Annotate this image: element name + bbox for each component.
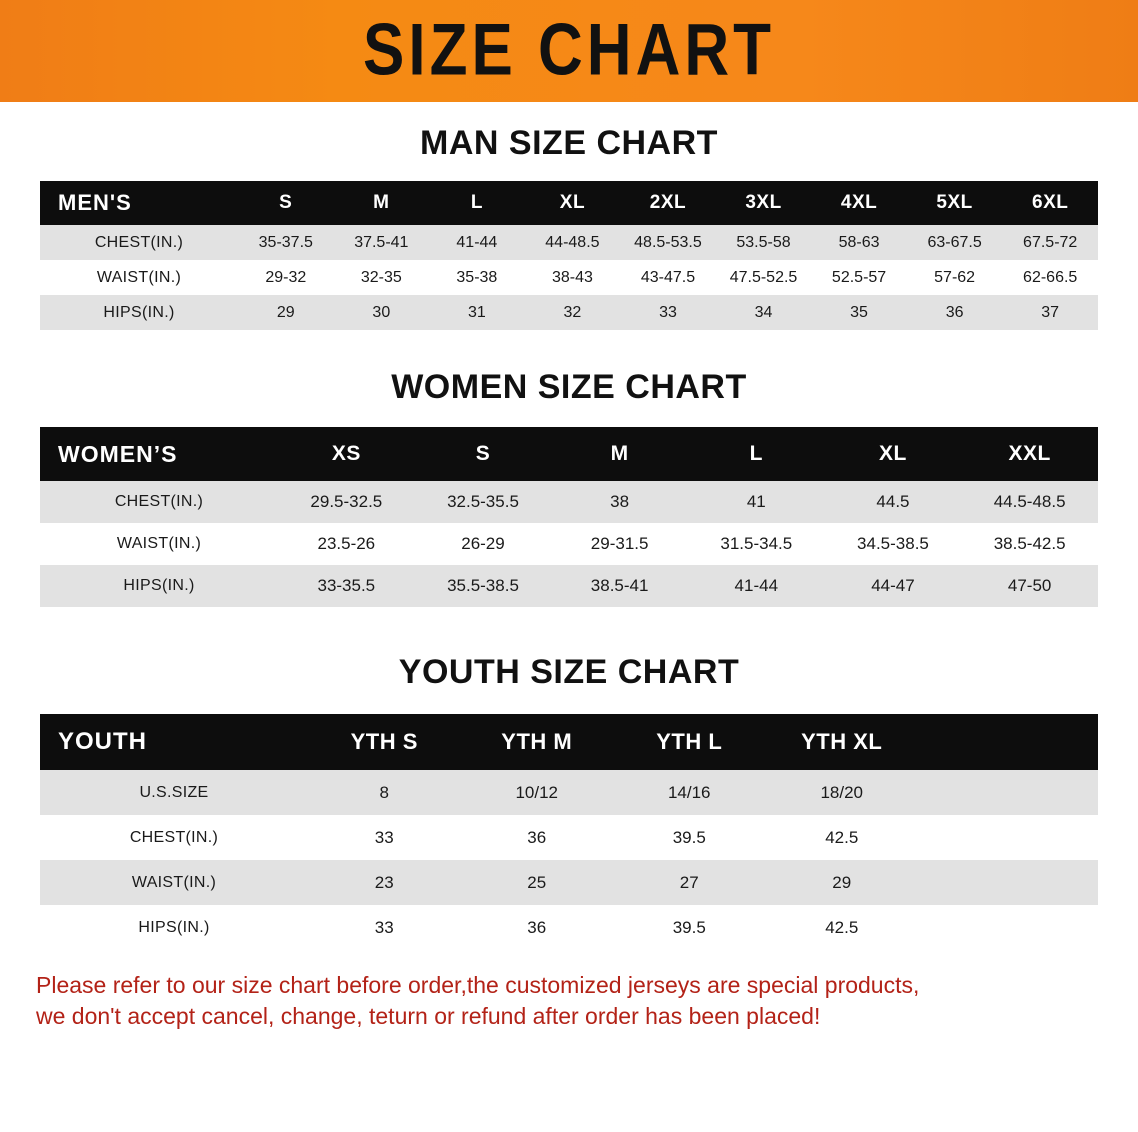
table-row (40, 905, 1098, 950)
disclaimer-line-1: Please refer to our size chart before order,the customized jerseys are special products, (36, 972, 920, 998)
man-table-body (40, 225, 1098, 330)
table-row (40, 860, 1098, 905)
man-cell-0-7: 63-67.5 (907, 225, 1003, 260)
women-cell-2-4: 44-47 (825, 565, 962, 607)
women-col-5: XXL (961, 427, 1098, 481)
table-row (40, 815, 1098, 860)
women-size-table (40, 427, 1098, 607)
disclaimer-line-2: we don't accept cancel, change, teturn or refund after order has been placed! (36, 1003, 821, 1030)
table-row (40, 481, 1098, 523)
man-corner-label: MEN'S (40, 181, 238, 225)
women-cell-1-0: 23.5-26 (278, 523, 415, 565)
women-cell-0-1: 32.5-35.5 (415, 481, 552, 523)
women-cell-1-4: 34.5-38.5 (825, 523, 962, 565)
women-row-1-label: WAIST(IN.) (40, 523, 278, 565)
women-cell-1-5: 38.5-42.5 (961, 523, 1098, 565)
youth-cell-0-3: 18/20 (766, 770, 919, 815)
youth-col-spacer (918, 714, 1098, 770)
man-cell-0-5: 53.5-58 (716, 225, 812, 260)
youth-row-0-label: U.S.SIZE (40, 770, 308, 815)
women-col-4: XL (825, 427, 962, 481)
man-col-3: XL (525, 181, 621, 225)
man-row-0-label: CHEST(IN.) (40, 225, 238, 260)
youth-cell-1-0: 33 (308, 815, 461, 860)
women-cell-1-3: 31.5-34.5 (688, 523, 825, 565)
youth-table-body (40, 770, 1098, 950)
man-cell-1-5: 47.5-52.5 (716, 260, 812, 295)
man-cell-0-1: 37.5-41 (334, 225, 430, 260)
man-table-wrap (0, 181, 1138, 330)
man-row-2-label: HIPS(IN.) (40, 295, 238, 330)
table-header-row (40, 181, 1098, 225)
man-cell-2-2: 31 (429, 295, 525, 330)
man-cell-0-3: 44-48.5 (525, 225, 621, 260)
man-cell-0-8: 67.5-72 (1002, 225, 1098, 260)
man-cell-1-0: 29-32 (238, 260, 334, 295)
youth-cell-1-3: 42.5 (766, 815, 919, 860)
youth-row-3-label: HIPS(IN.) (40, 905, 308, 950)
table-row (40, 523, 1098, 565)
man-col-7: 5XL (907, 181, 1003, 225)
man-cell-2-0: 29 (238, 295, 334, 330)
women-table-body (40, 481, 1098, 607)
table-header-row (40, 714, 1098, 770)
man-cell-2-6: 35 (811, 295, 907, 330)
women-col-0: XS (278, 427, 415, 481)
table-row (40, 565, 1098, 607)
man-cell-1-2: 35-38 (429, 260, 525, 295)
women-section-title: WOMEN SIZE CHART (391, 368, 747, 406)
man-cell-1-4: 43-47.5 (620, 260, 716, 295)
women-cell-2-1: 35.5-38.5 (415, 565, 552, 607)
youth-col-2: YTH L (613, 714, 766, 770)
youth-table-head (40, 714, 1098, 770)
youth-cell-2-1: 25 (461, 860, 614, 905)
women-cell-2-3: 41-44 (688, 565, 825, 607)
man-cell-2-5: 34 (716, 295, 812, 330)
women-row-2-label: HIPS(IN.) (40, 565, 278, 607)
man-col-2: L (429, 181, 525, 225)
table-row (40, 260, 1098, 295)
youth-section-title: YOUTH SIZE CHART (398, 653, 740, 691)
youth-col-0: YTH S (308, 714, 461, 770)
women-cell-0-4: 44.5 (825, 481, 962, 523)
man-cell-1-8: 62-66.5 (1002, 260, 1098, 295)
youth-cell-3-2: 39.5 (613, 905, 766, 950)
man-col-0: S (238, 181, 334, 225)
youth-cell-0-2: 14/16 (613, 770, 766, 815)
women-cell-2-5: 47-50 (961, 565, 1098, 607)
women-cell-2-2: 38.5-41 (551, 565, 688, 607)
women-corner-label: WOMEN’S (40, 427, 278, 481)
table-row (40, 295, 1098, 330)
disclaimer-note (36, 970, 1102, 1032)
youth-row-2-label: WAIST(IN.) (40, 860, 308, 905)
man-col-8: 6XL (1002, 181, 1098, 225)
women-row-0-label: CHEST(IN.) (40, 481, 278, 523)
women-cell-0-2: 38 (551, 481, 688, 523)
youth-col-3: YTH XL (766, 714, 919, 770)
youth-cell-0-spacer (918, 770, 1098, 815)
women-cell-1-2: 29-31.5 (551, 523, 688, 565)
man-cell-0-6: 58-63 (811, 225, 907, 260)
youth-table-wrap (0, 714, 1138, 950)
youth-cell-2-3: 29 (766, 860, 919, 905)
man-cell-0-4: 48.5-53.5 (620, 225, 716, 260)
man-cell-2-7: 36 (907, 295, 1003, 330)
man-col-6: 4XL (811, 181, 907, 225)
youth-cell-1-2: 39.5 (613, 815, 766, 860)
table-header-row (40, 427, 1098, 481)
man-cell-2-4: 33 (620, 295, 716, 330)
youth-cell-1-1: 36 (461, 815, 614, 860)
man-section-title: MAN SIZE CHART (420, 124, 718, 162)
youth-cell-2-2: 27 (613, 860, 766, 905)
youth-cell-3-1: 36 (461, 905, 614, 950)
man-cell-2-3: 32 (525, 295, 621, 330)
youth-row-1-label: CHEST(IN.) (40, 815, 308, 860)
man-row-1-label: WAIST(IN.) (40, 260, 238, 295)
man-col-5: 3XL (716, 181, 812, 225)
man-cell-0-2: 41-44 (429, 225, 525, 260)
man-col-4: 2XL (620, 181, 716, 225)
page-title: SIZE CHART (363, 9, 775, 92)
women-table-head (40, 427, 1098, 481)
women-cell-1-1: 26-29 (415, 523, 552, 565)
man-col-1: M (334, 181, 430, 225)
man-cell-1-3: 38-43 (525, 260, 621, 295)
youth-cell-3-spacer (918, 905, 1098, 950)
women-cell-2-0: 33-35.5 (278, 565, 415, 607)
banner (0, 0, 1138, 102)
youth-cell-3-3: 42.5 (766, 905, 919, 950)
man-cell-1-6: 52.5-57 (811, 260, 907, 295)
man-cell-1-7: 57-62 (907, 260, 1003, 295)
women-cell-0-0: 29.5-32.5 (278, 481, 415, 523)
youth-cell-2-0: 23 (308, 860, 461, 905)
man-cell-2-1: 30 (334, 295, 430, 330)
women-cell-0-3: 41 (688, 481, 825, 523)
youth-size-table (40, 714, 1098, 950)
women-table-wrap (0, 427, 1138, 607)
man-table-head (40, 181, 1098, 225)
man-cell-1-1: 32-35 (334, 260, 430, 295)
table-row (40, 770, 1098, 815)
youth-cell-0-1: 10/12 (461, 770, 614, 815)
man-cell-2-8: 37 (1002, 295, 1098, 330)
youth-col-1: YTH M (461, 714, 614, 770)
women-col-3: L (688, 427, 825, 481)
table-row (40, 225, 1098, 260)
youth-cell-2-spacer (918, 860, 1098, 905)
man-size-table (40, 181, 1098, 330)
women-col-1: S (415, 427, 552, 481)
youth-cell-0-0: 8 (308, 770, 461, 815)
youth-cell-1-spacer (918, 815, 1098, 860)
youth-corner-label: YOUTH (40, 714, 308, 770)
youth-cell-3-0: 33 (308, 905, 461, 950)
man-cell-0-0: 35-37.5 (238, 225, 334, 260)
women-cell-0-5: 44.5-48.5 (961, 481, 1098, 523)
women-col-2: M (551, 427, 688, 481)
